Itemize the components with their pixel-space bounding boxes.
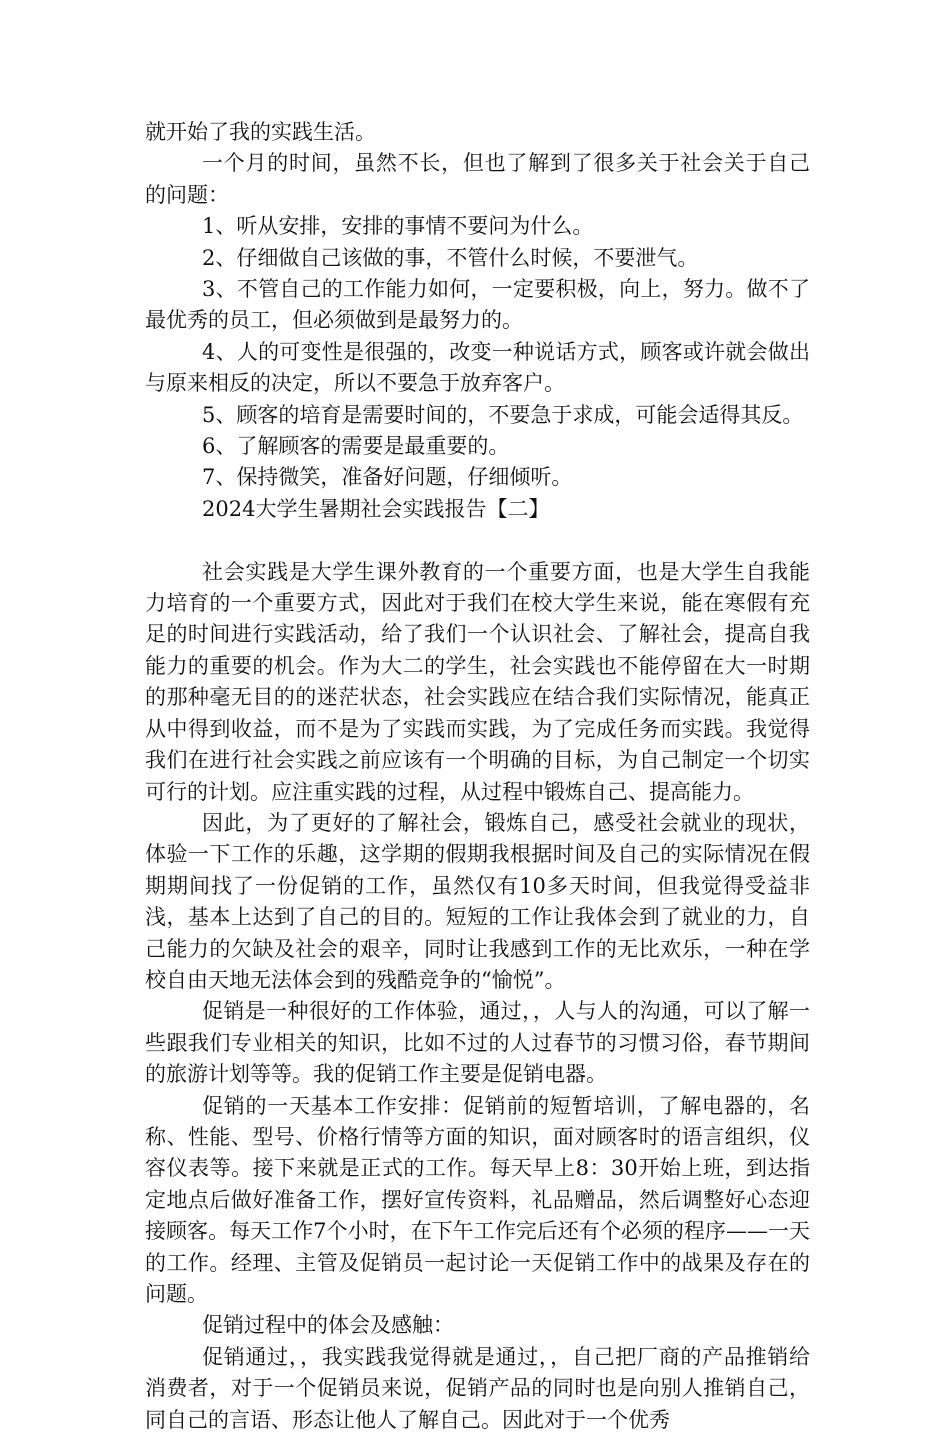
paragraph: 促销的一天基本工作安排：促销前的短暂培训，了解电器的，名称、性能、型号、价格行情等方面的知识，面对顾客时的语言组织，仪容仪表等。接下来就是正式的工作。每天早上8：30开始上班，到达指定地点后做好准备工作，摆好宣传资料，礼品赠品，然后调整好心态迎接顾客。每天工作7个小时，在下午工作完后还有个必须的程序——一天的工作。经理、主管及促销员一起讨论一天促销工作中的战果及存在的问题。	[145, 1093, 810, 1307]
paragraph: 就开始了我的实践生活。	[145, 120, 376, 144]
list-item: 3、不管自己的工作能力如何，一定要积极，向上，努力。做不了最优秀的员工，但必须做到是最努力的。	[145, 277, 810, 333]
blank-line	[145, 525, 810, 556]
paragraph: 促销是一种很好的工作体验，通过，，人与人的沟通，可以了解一些跟我们专业相关的知识，比如不过的人过春节的习惯习俗，春节期间的旅游计划等等。我的促销工作主要是促销电器。	[145, 999, 810, 1087]
document-body	[145, 117, 810, 1436]
list-item: 5、顾客的培育是需要时间的，不要急于求成，可能会适得其反。	[202, 402, 804, 427]
list-item: 6、了解顾客的需要是最重要的。	[202, 434, 510, 459]
paragraph: 促销通过，，我实践我觉得就是通过，，自己把厂商的产品推销给消费者，对于一个促销员来说，促销产品的同时也是向别人推销自己，同自己的言语、形态让他人了解自己。因此对于一个优秀	[145, 1344, 810, 1432]
paragraph: 社会实践是大学生课外教育的一个重要方面，也是大学生自我能力培育的一个重要方式，因此对于我们在校大学生来说，能在寒假有充足的时间进行实践活动，给了我们一个认识社会、了解社会，提高自我能力的重要的机会。作为大二的学生，社会实践也不能停留在大一时期的那种毫无目的的迷茫状态，社会实践应在结合我们实际情况，能真正从中得到收益，而不是为了实践而实践，为了完成任务而实践。我觉得我们在进行社会实践之前应该有一个明确的目标，为自己制定一个切实可行的计划。应注重实践的过程，从过程中锻炼自己、提高能力。	[145, 559, 810, 804]
section-heading: 2024大学生暑期社会实践报告【二】	[202, 496, 550, 521]
paragraph: 促销过程中的体会及感触：	[202, 1313, 454, 1338]
paragraph: 因此，为了更好的了解社会，锻炼自己，感受社会就业的现状，体验一下工作的乐趣，这学期的假期我根据时间及自己的实际情况在假期期间找了一份促销的工作，虽然仅有10多天时间，但我觉得受益非浅，基本上达到了自己的目的。短短的工作让我体会到了就业的力，自己能力的欠缺及社会的艰辛，同时让我感到工作的无比欢乐，一种在学校自由天地无法体会到的残酷竞争的“愉悦”。	[145, 810, 810, 992]
list-item: 4、人的可变性是很强的，改变一种说话方式，顾客或许就会做出与原来相反的决定，所以不要急于放弃客户。	[145, 339, 810, 396]
list-item: 2、仔细做自己该做的事，不管什么时候，不要泄气。	[202, 245, 699, 270]
list-item: 7、保持微笑，准备好问题，仔细倾听。	[202, 465, 573, 490]
paragraph: 一个月的时间，虽然不长，但也了解到了很多关于社会关于自己的问题：	[145, 151, 810, 207]
list-item: 1、听从安排，安排的事情不要问为什么。	[202, 214, 594, 239]
